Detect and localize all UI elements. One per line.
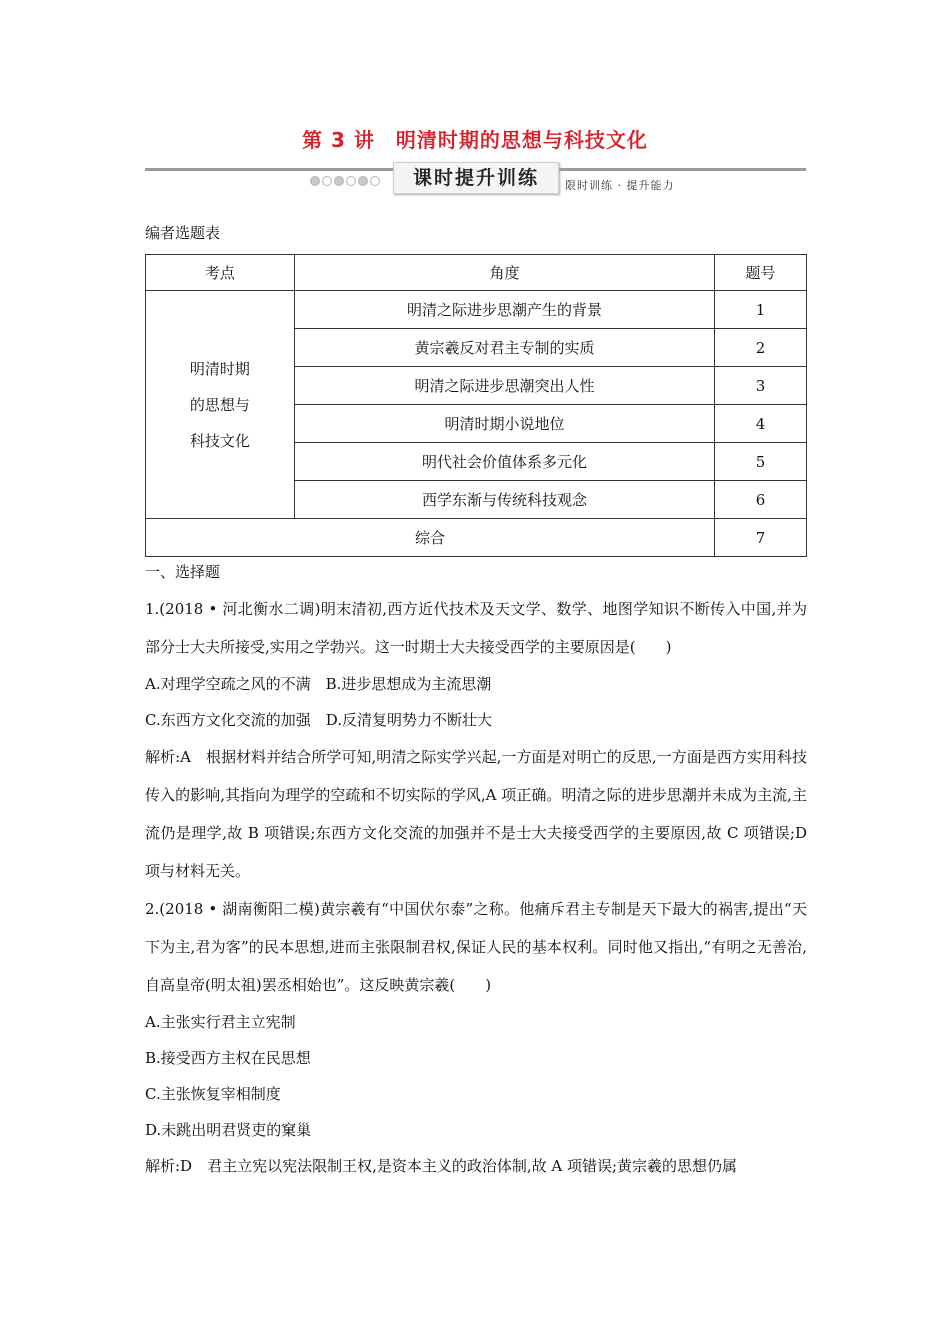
table-label: 编者选题表	[145, 224, 221, 242]
dot-icon	[310, 176, 320, 186]
angle-cell: 明代社会价值体系多元化	[294, 443, 714, 481]
topic-cell	[146, 291, 295, 519]
angle-cell: 明清之际进步思潮突出人性	[294, 367, 714, 405]
question-stem: 2.(2018 • 湖南衡阳二模)黄宗羲有“中国伏尔泰”之称。他痛斥君主专制是天下最大的祸害,提出“天下为主,君为客”的民本思想,进而主张限制君权,保证人民的基本权利。同时他又指出,“有明之无善治,自高皇帝(明太祖)罢丞相始也”。这反映黄宗羲( )	[145, 900, 807, 994]
dot-icon	[334, 176, 344, 186]
answer-analysis: 解析:D 君主立宪以宪法限制王权,是资本主义的政治体制,故 A 项错误;黄宗羲的思想仍属	[145, 1157, 738, 1175]
topic-table	[145, 254, 807, 557]
angle-cell: 西学东渐与传统科技观念	[294, 481, 714, 519]
table-summary-row	[146, 519, 807, 557]
number-cell: 7	[715, 519, 807, 557]
number-cell: 4	[715, 405, 807, 443]
topic-line: 的思想与	[189, 395, 250, 414]
angle-cell: 黄宗羲反对君主专制的实质	[294, 329, 714, 367]
dot-icon	[358, 176, 368, 186]
page-title: 第 3 讲 明清时期的思想与科技文化	[302, 128, 648, 152]
question-options: C.东西方文化交流的加强 D.反清复明势力不断壮大	[145, 711, 492, 729]
header-number: 题号	[715, 255, 807, 291]
table-row	[146, 291, 807, 329]
question-content	[145, 562, 807, 1184]
angle-cell: 明清时期小说地位	[294, 405, 714, 443]
question-option: B.接受西方主权在民思想	[145, 1049, 311, 1067]
number-cell: 5	[715, 443, 807, 481]
banner-tagline: 限时训练 · 提升能力	[565, 179, 675, 192]
header-angle: 角度	[294, 255, 714, 291]
question-option: A.主张实行君主立宪制	[145, 1013, 296, 1031]
section-banner	[145, 166, 806, 196]
topic-line: 科技文化	[189, 431, 250, 450]
summary-cell: 综合	[146, 519, 715, 557]
banner-dots	[310, 176, 380, 186]
number-cell: 2	[715, 329, 807, 367]
section-heading: 一、选择题	[145, 563, 221, 581]
number-cell: 6	[715, 481, 807, 519]
dot-icon	[346, 176, 356, 186]
question-option: C.主张恢复宰相制度	[145, 1085, 281, 1103]
dot-icon	[322, 176, 332, 186]
question-option: D.未跳出明君贤吏的窠巢	[145, 1121, 312, 1139]
dot-icon	[370, 176, 380, 186]
number-cell: 1	[715, 291, 807, 329]
topic-line: 明清时期	[189, 359, 250, 378]
table-header-row	[146, 255, 807, 291]
question-options: A.对理学空疏之风的不满 B.进步思想成为主流思潮	[145, 675, 492, 693]
number-cell: 3	[715, 367, 807, 405]
answer-analysis: 解析:A 根据材料并结合所学可知,明清之际实学兴起,一方面是对明亡的反思,一方面是西方实用科技传入的影响,其指向为理学的空疏和不切实际的学风,A 项正确。明清之际的进步思潮并未成为主流,主流仍是理学,故 B 项错误;东西方文化交流的加强并不是士大夫接受西学的主要原因,故 C 项错误;D 项与材料无关。	[145, 748, 807, 880]
header-topic: 考点	[146, 255, 295, 291]
question-stem: 1.(2018 • 河北衡水二调)明末清初,西方近代技术及天文学、数学、地图学知识不断传入中国,并为部分士大夫所接受,实用之学勃兴。这一时期士大夫接受西学的主要原因是( )	[145, 600, 807, 656]
banner-title: 课时提升训练	[393, 162, 559, 194]
angle-cell: 明清之际进步思潮产生的背景	[294, 291, 714, 329]
